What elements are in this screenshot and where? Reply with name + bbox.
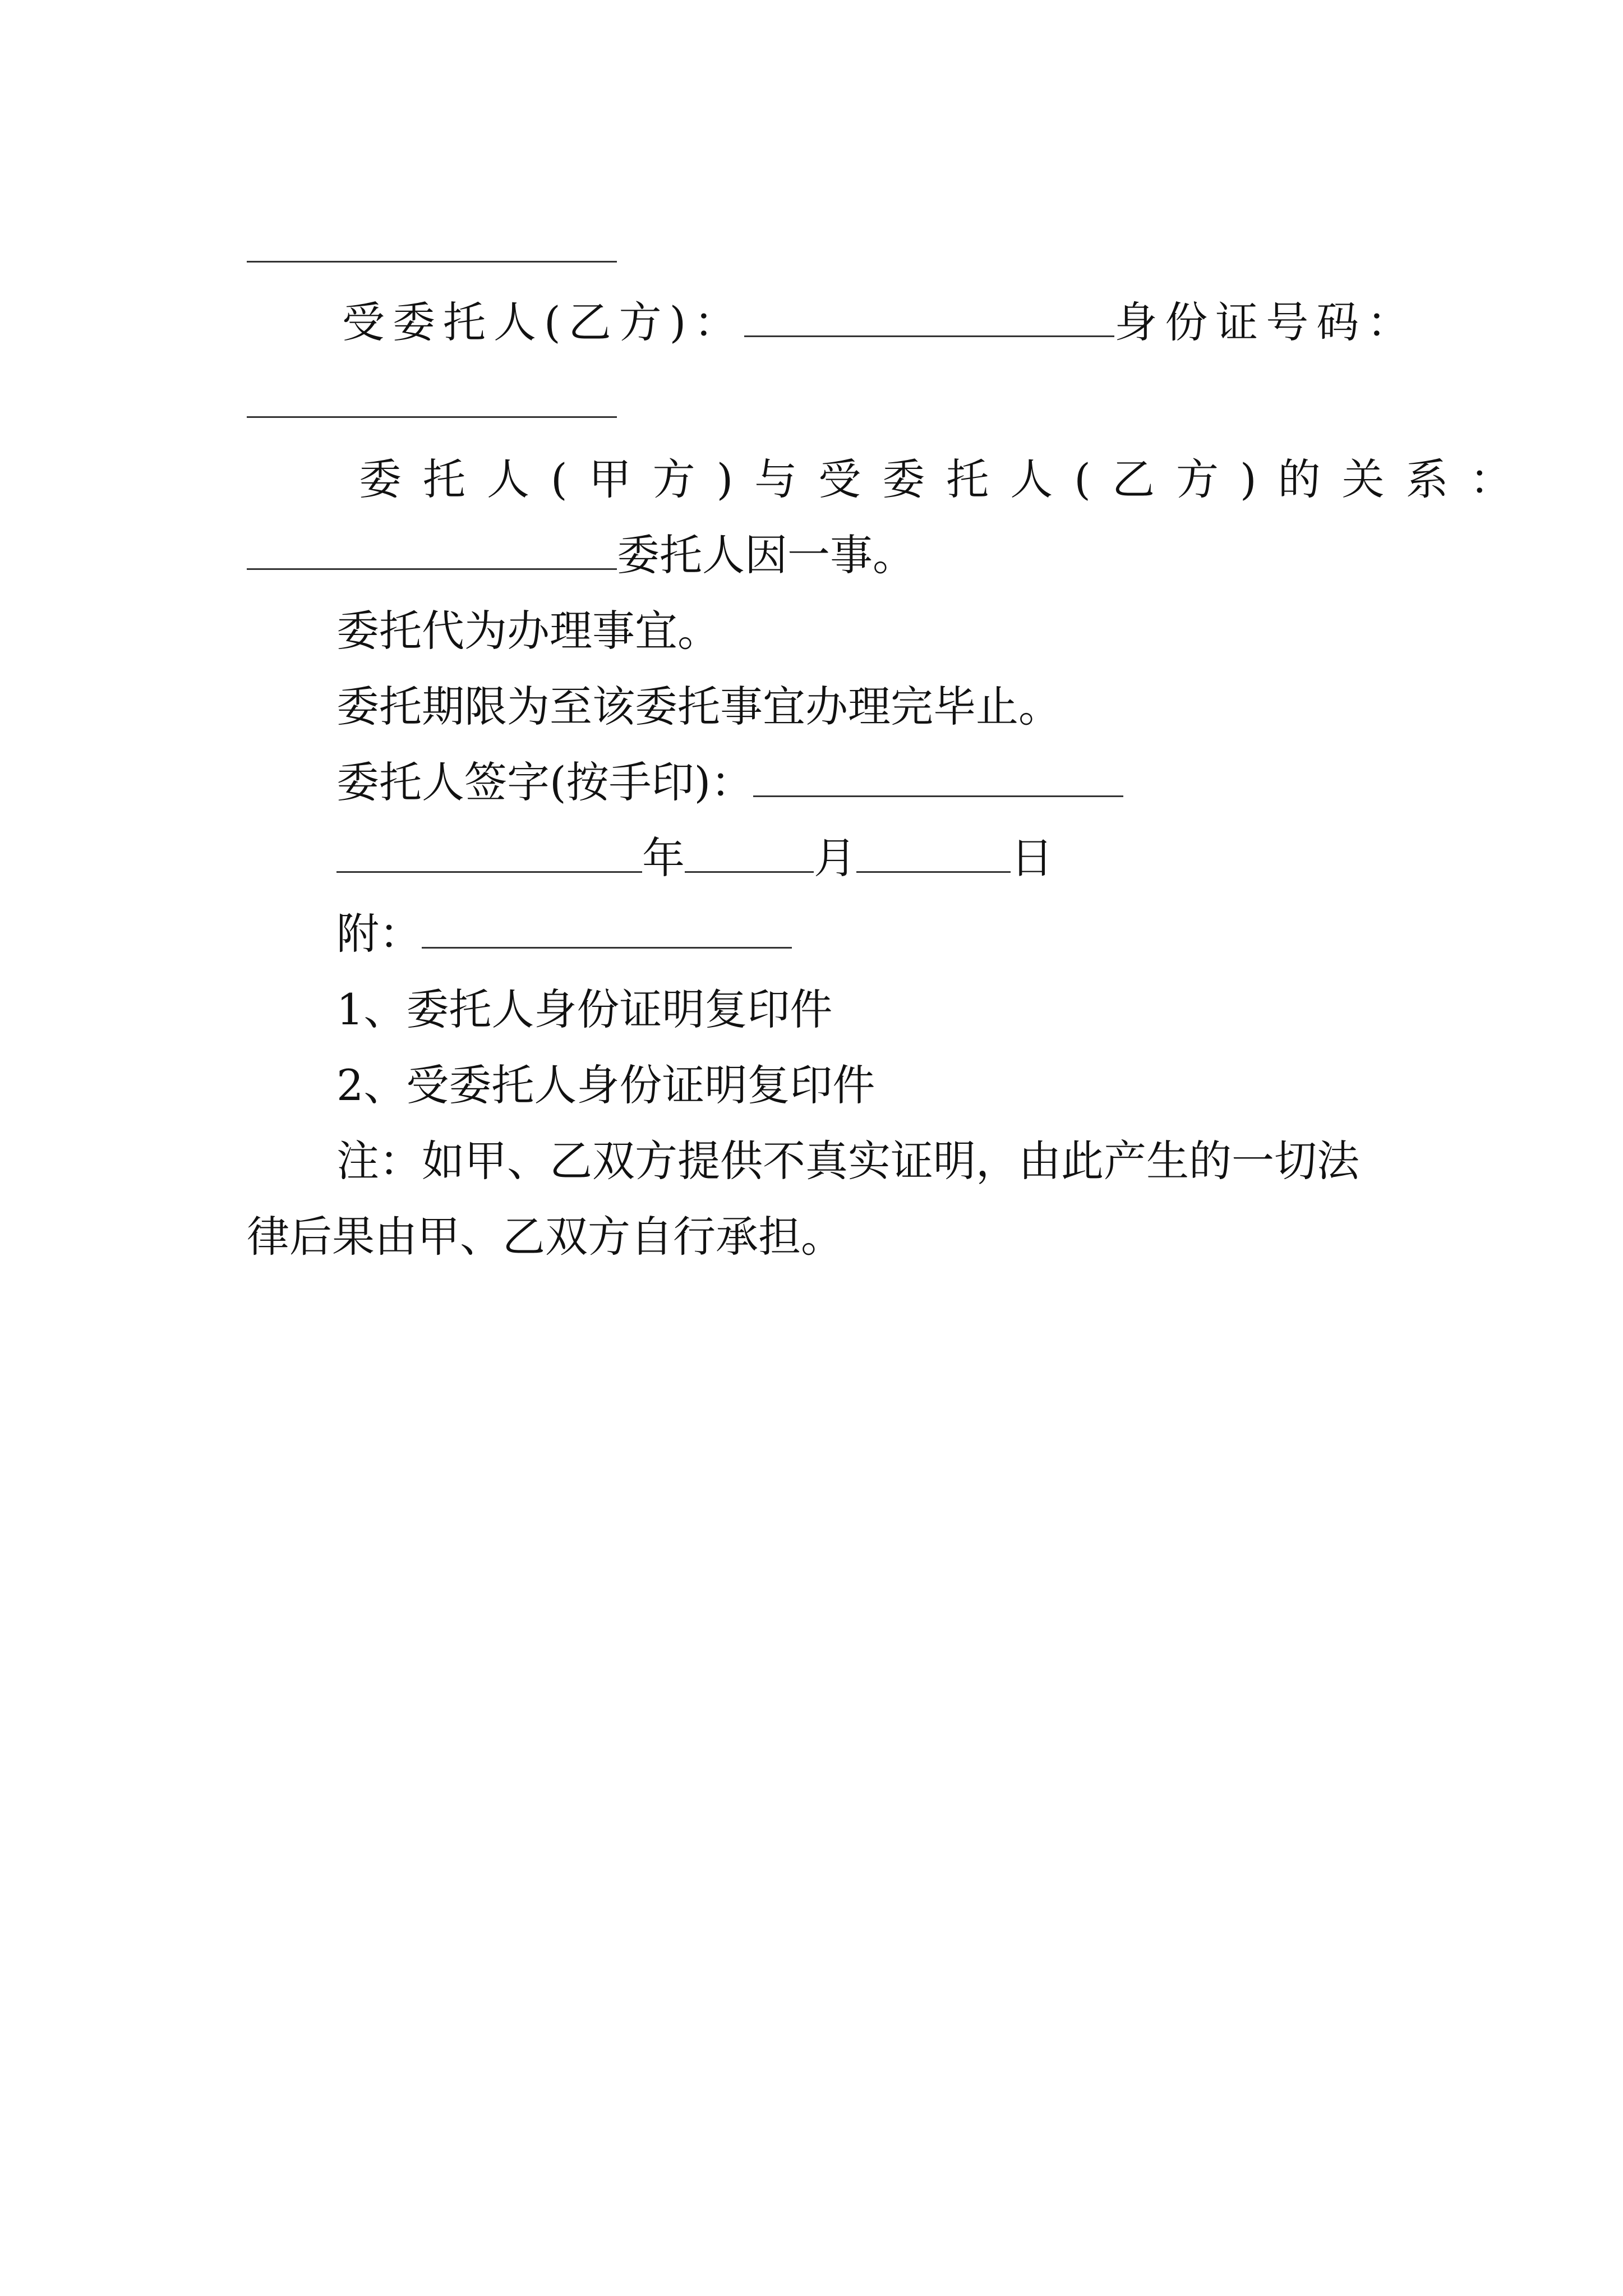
year-blank: [336, 871, 642, 873]
top-blank-line: [247, 261, 617, 263]
note-line-2: [247, 1209, 843, 1265]
relation-label: 委托人(甲方)与受委托人(乙方)的关系：: [359, 454, 1534, 504]
attachment-item-1: [336, 982, 832, 1038]
signature-label: 委托人签字(按手印)：: [336, 757, 754, 807]
attachment-label: 附：: [336, 909, 422, 959]
date-year: 年: [642, 833, 685, 883]
attachment-item-2: [336, 1057, 875, 1114]
note-text-2: 律后果由甲、乙双方自行承担。: [247, 1212, 843, 1262]
period-row: [336, 679, 1061, 735]
day-blank: [856, 871, 1011, 873]
cause-row: [247, 527, 915, 583]
trustee-row: [342, 295, 1417, 351]
attachment-item-text: 1、委托人身份证明复印件: [336, 984, 833, 1034]
trustee-id-blank: [247, 416, 617, 418]
date-day: 日: [1011, 833, 1053, 883]
month-blank: [685, 871, 814, 873]
period-text: 委托期限为至该委托事宜办理完毕止。: [336, 682, 1061, 731]
attachment-row: [336, 906, 792, 962]
note-line-1: [336, 1133, 1359, 1189]
signature-blank: [753, 795, 1123, 797]
attachment-blank: [422, 946, 792, 949]
cause-text: 委托人因一事。: [617, 530, 915, 580]
date-month: 月: [814, 833, 856, 883]
date-row: [336, 830, 1053, 886]
trustee-name-blank: [744, 335, 1114, 337]
signature-row: [336, 754, 1123, 811]
relation-row: [359, 452, 1534, 508]
matter-row: [336, 603, 720, 659]
relation-blank: [247, 568, 617, 570]
trustee-label: 受委托人(乙方)：: [342, 297, 745, 347]
trustee-id-label: 身份证号码：: [1114, 297, 1418, 347]
attachment-item-text: 2、受委托人身份证明复印件: [336, 1060, 875, 1110]
matter-text: 委托代为办理事宜。: [336, 606, 720, 656]
note-text-1: 注：如甲、乙双方提供不真实证明，由此产生的一切法: [336, 1136, 1359, 1186]
